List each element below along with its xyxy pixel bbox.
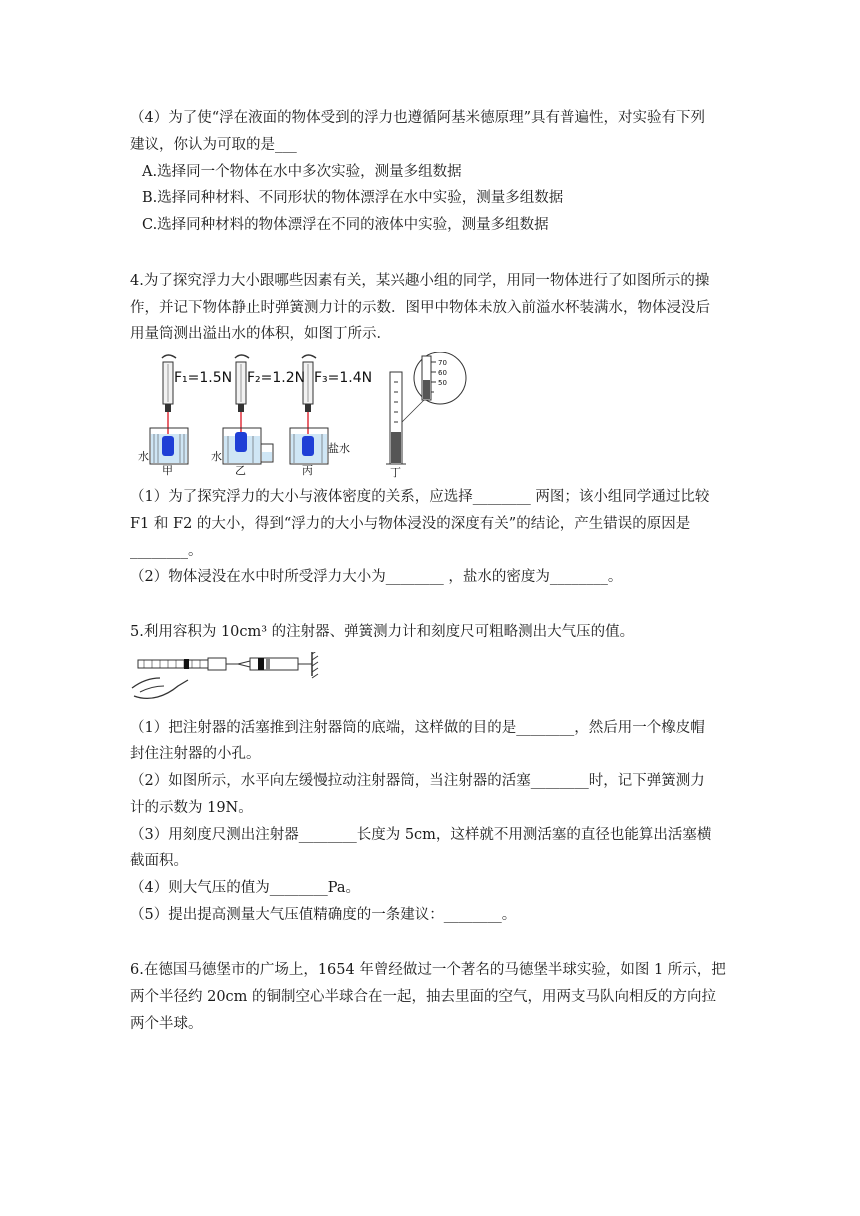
q4-intro-line2: 作，并记下物体静止时弹簧测力计的示数．图甲中物体未放入前溢水杯装满水，物体浸没后 bbox=[130, 300, 710, 316]
liquid-label-saltwater: 盐水 bbox=[328, 442, 350, 455]
q5-part3-line2: 截面积。 bbox=[130, 853, 188, 869]
reading-f1: F₁=1.5N bbox=[174, 370, 233, 386]
q6-line1: 6.在德国马德堡市的广场上，1654 年曾经做过一个著名的马德堡半球实验，如图 1 所示，把 bbox=[130, 962, 726, 978]
q3-option-b: B.选择同种材料、不同形状的物体漂浮在水中实验，测量多组数据 bbox=[142, 190, 564, 206]
liquid-label-water-1: 水 bbox=[138, 450, 149, 463]
liquid-label-water-2: 水 bbox=[211, 450, 222, 463]
q3-option-a: A.选择同一个物体在水中多次实验，测量多组数据 bbox=[142, 164, 462, 180]
scale-tick-60: 60 bbox=[438, 369, 447, 377]
buoyancy-experiment-figure bbox=[132, 352, 477, 480]
q4-part1-line3: ________。 bbox=[130, 543, 203, 559]
q5-part5: （5）提出提高测量大气压值精确度的一条建议：________。 bbox=[130, 907, 517, 923]
q5-part2-line1: （2）如图所示，水平向左缓慢拉动注射器筒，当注射器的活塞________时，记下弹簧测力 bbox=[130, 773, 705, 789]
q4-part2: （2）物体浸没在水中时所受浮力大小为________ ，盐水的密度为________。 bbox=[130, 569, 623, 585]
q6-line2: 两个半径约 20cm 的铜制空心半球合在一起，抽去里面的空气，用两支马队向相反的方向拉 bbox=[130, 989, 717, 1005]
reading-f3: F₃=1.4N bbox=[314, 370, 373, 386]
q3-option-c: C.选择同种材料的物体漂浮在不同的液体中实验，测量多组数据 bbox=[142, 217, 549, 233]
label-ding: 丁 bbox=[390, 466, 401, 479]
q5-part1-line2: 封住注射器的小孔。 bbox=[130, 746, 261, 762]
setup-ding bbox=[386, 352, 466, 464]
scale-tick-70: 70 bbox=[438, 359, 447, 367]
reading-f2: F₂=1.2N bbox=[247, 370, 306, 386]
q6-line3: 两个半球。 bbox=[130, 1016, 203, 1032]
scale-tick-50: 50 bbox=[438, 379, 447, 387]
q4-intro-line1: 4.为了探究浮力大小跟哪些因素有关，某兴趣小组的同学，用同一物体进行了如图所示的操 bbox=[130, 273, 710, 289]
label-jia: 甲 bbox=[162, 464, 173, 477]
q5-part3-line1: （3）用刻度尺测出注射器________长度为 5cm，这样就不用测活塞的直径也能算出活塞横 bbox=[130, 827, 712, 843]
q3-part4-line1: （4）为了使“浮在液面的物体受到的浮力也遵循阿基米德原理”具有普遍性，对实验有下列 bbox=[130, 110, 706, 126]
label-bing: 丙 bbox=[302, 464, 313, 477]
q5-part2-line2: 计的示数为 19N。 bbox=[130, 800, 253, 816]
q5-intro: 5.利用容积为 10cm³ 的注射器、弹簧测力计和刻度尺可粗略测出大气压的值。 bbox=[130, 624, 635, 640]
q5-part4: （4）则大气压的值为________Pa。 bbox=[130, 880, 360, 896]
syringe-setup-figure bbox=[130, 652, 322, 704]
q3-part4-line2: 建议，你认为可取的是___ bbox=[130, 137, 297, 153]
q4-intro-line3: 用量筒测出溢出水的体积，如图丁所示． bbox=[130, 326, 391, 342]
q4-part1-line2: F1 和 F2 的大小，得到“浮力的大小与物体浸没的深度有关”的结论，产生错误的原因是 bbox=[130, 516, 691, 532]
q4-part1-line1: （1）为了探究浮力的大小与液体密度的关系，应选择________ 两图；该小组同学通过比较 bbox=[130, 489, 710, 505]
q5-part1-line1: （1）把注射器的活塞推到注射器筒的底端，这样做的目的是________，然后用一个橡皮帽 bbox=[130, 720, 705, 736]
label-yi: 乙 bbox=[235, 464, 246, 477]
